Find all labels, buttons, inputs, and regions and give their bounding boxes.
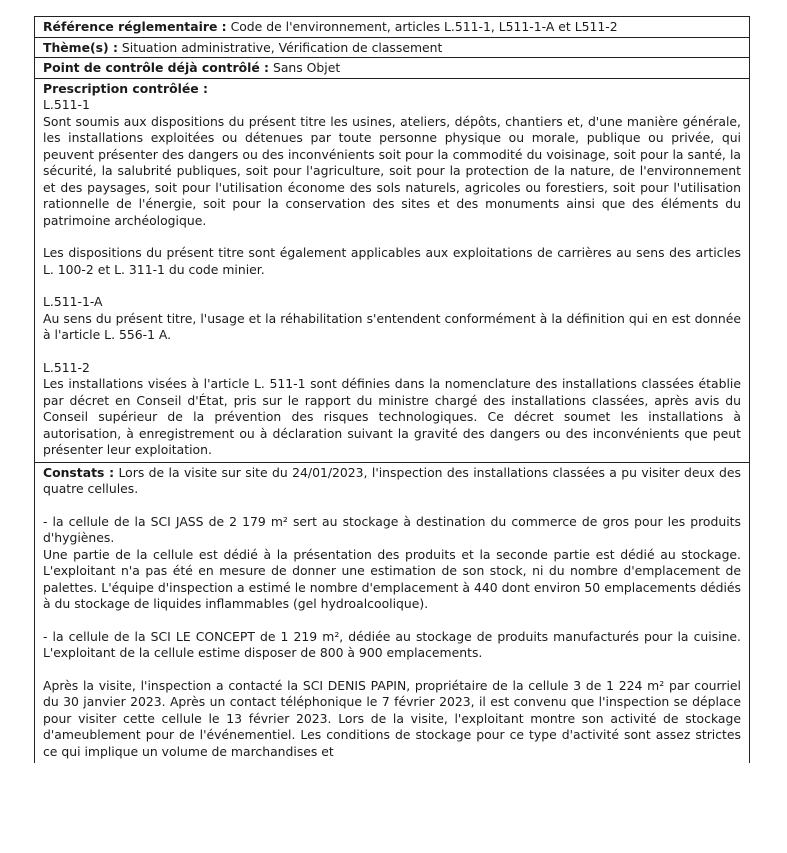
article-paragraph: Au sens du présent titre, l'usage et la réhabilitation s'entendent conformément à la définition qui en est donnée à l'article L. 556-1 A. <box>43 310 741 342</box>
control-point-row <box>35 58 749 79</box>
constats-row <box>35 463 749 764</box>
reference-row <box>35 17 749 38</box>
prescription-row <box>35 79 749 463</box>
article-code: L.511-2 <box>43 359 90 375</box>
theme-row <box>35 38 749 59</box>
constats-label: Constats : <box>43 464 115 480</box>
constats-paragraph: Une partie de la cellule est dédié à la présentation des produits et la seconde partie est dédié au stockage. L'exploitant n'a pas été en mesure de donner une estimation de son stock, ni du nombre d'emplacement de palettes. L'équipe d'inspection a estimé le nombre d'emplacement à 440 dont environ 50 emplacements dédiés à du stockage de liquides inflammables (gel hydroalcoolique). <box>43 546 741 611</box>
article-code: L.511-1 <box>43 97 90 112</box>
theme-value: Situation administrative, Vérification de classement <box>117 39 443 55</box>
article-code: L.511-1-A <box>43 294 103 309</box>
control-point-value: Sans Objet <box>269 60 341 75</box>
reference-label: Référence réglementaire : <box>43 19 227 34</box>
constats-paragraph: - la cellule de la SCI LE CONCEPT de 1 219 m², dédiée au stockage de produits manufacturés pour la cuisine. L'exploitant de la cellule estime disposer de 800 à 900 emplacements. <box>43 628 741 660</box>
constats-intro <box>43 465 741 498</box>
reference-value: Code de l'environnement, articles L.511-1, L511-1-A et L511-2 <box>226 19 618 34</box>
prescription-label: Prescription contrôlée : <box>43 80 208 96</box>
inspection-table <box>34 16 750 763</box>
theme-label: Thème(s) : <box>43 39 118 55</box>
constats-paragraph: - la cellule de la SCI JASS de 2 179 m² sert au stockage à destination du commerce de gros pour les produits d'hygiènes. <box>43 513 741 545</box>
constats-paragraph: Après la visite, l'inspection a contacté la SCI DENIS PAPIN, propriétaire de la cellule 3 de 1 224 m² par courriel du 30 janvier 2023. Après un contact téléphonique le 7 février 2023, il est convenu que l'inspection se déplace pour visiter cette cellule le 13 février 2023. Lors de la visite, l'exploitant montre son activité de stockage d'ameublement pour de l'événementiel. Les conditions de stockage pour ce type d'activité sont assez strictes ce qui implique un volume de marchandises et <box>43 677 741 759</box>
control-point-label: Point de contrôle déjà contrôlé : <box>43 60 270 75</box>
article-paragraph: Sont soumis aux dispositions du présent titre les usines, ateliers, dépôts, chantiers et, d'une manière générale, les installations exploitées ou détenues par toute personne physique ou morale, publique ou privée, qui peuvent présenter des dangers ou des inconvénients soit pour la commodité du voisinage, soit pour la santé, la sécurité, la salubrité publiques, soit pour l'agriculture, soit pour la protection de la nature, de l'environnement et des paysages, soit pour l'utilisation économe des sols naturels, agricoles ou forestiers, soit pour l'utilisation rationnelle de l'énergie, soit pour la conservation des sites et des monuments ainsi que des éléments du patrimoine archéologique. <box>43 113 741 228</box>
constats-intro-text: Lors de la visite sur site du 24/01/2023, l'inspection des installations classées a pu visiter deux des quatre cellules. <box>43 464 741 496</box>
article-paragraph: Les dispositions du présent titre sont également applicables aux exploitations de carrières au sens des articles L. 100-2 et L. 311-1 du code minier. <box>43 245 741 277</box>
article-paragraph: Les installations visées à l'article L. 511-1 sont définies dans la nomenclature des installations classées établie par décret en Conseil d'État, pris sur le rapport du ministre chargé des installations classées, après avis du Conseil supérieur de la prévention des risques technologiques. Ce décret soumet les installations à autorisation, à enregistrement ou à déclaration suivant la gravité des dangers ou des inconvénients que peut présenter leur exploitation. <box>43 376 741 457</box>
